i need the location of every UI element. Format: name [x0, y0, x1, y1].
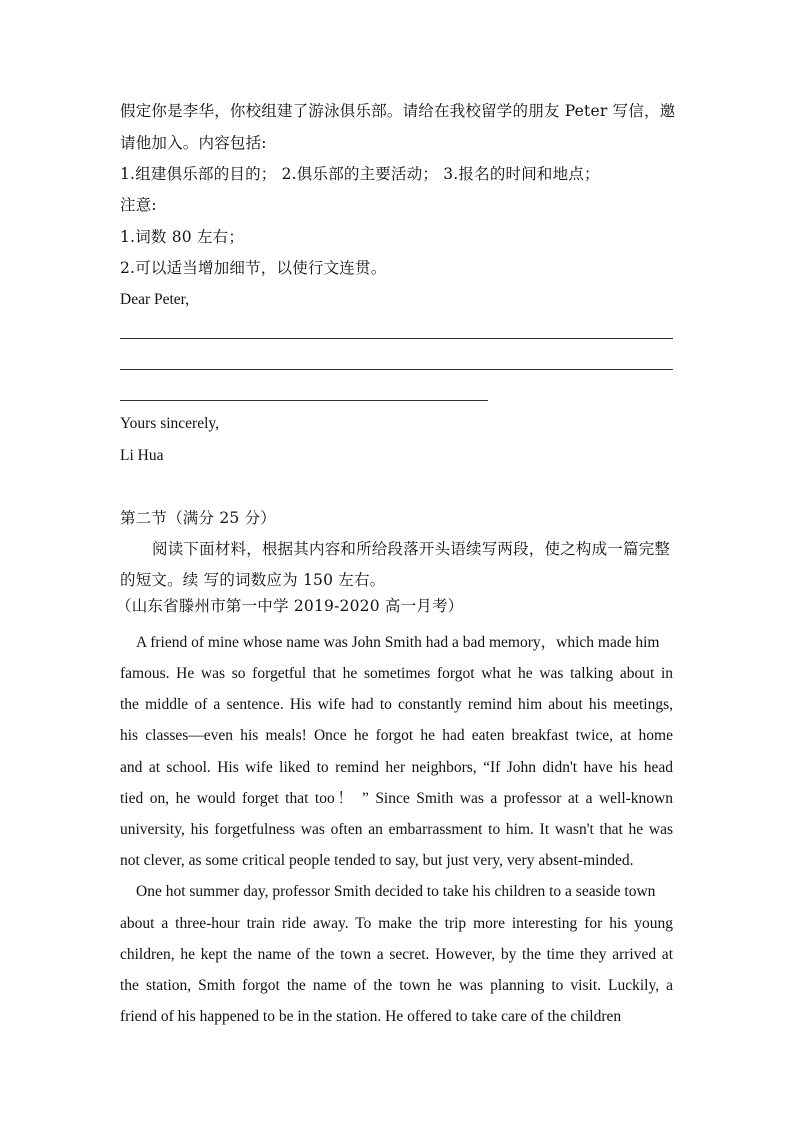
instruction-line-2: 的短文。续 写的词数应为 150 左右。: [120, 571, 386, 589]
passage-line: the station, Smith forgot the name of the town he was planning to visit. Luckily, a: [120, 977, 673, 994]
note-details: 2.可以适当增加细节，以使行文连贯。: [120, 259, 387, 277]
answer-line-2: [120, 369, 673, 370]
letter-salutation: Dear Peter,: [120, 291, 190, 308]
passage-line: A friend of mine whose name was John Smith had a bad memory，which made him: [136, 634, 660, 651]
passage-line: and at school. His wife liked to remind her neighbors, “If John didn't have his head: [120, 759, 673, 776]
passage-line: One hot summer day, professor Smith decided to take his children to a seaside town: [136, 883, 656, 900]
note-word-count: 1.词数 80 左右；: [120, 228, 245, 246]
passage-line: about a three-hour train ride away. To make the trip more interesting for his young: [120, 915, 673, 932]
letter-signature: Li Hua: [120, 447, 164, 464]
passage-line: famous. He was so forgetful that he sometimes forgot what he was talking about in: [120, 665, 673, 682]
instruction-line-1: 阅读下面材料，根据其内容和所给段落开头语续写两段，使之构成一篇完整: [152, 540, 671, 558]
answer-line-1: [120, 338, 673, 339]
letter-closing: Yours sincerely,: [120, 415, 220, 432]
source-note: （山东省滕州市第一中学 2019-2020 高一月考）: [116, 597, 464, 615]
content-points: 1.组建俱乐部的目的； 2.俱乐部的主要活动； 3.报名的时间和地点；: [120, 165, 600, 183]
passage-line: university, his forgetfulness was often an embarrassment to him. It wasn't that he was: [120, 821, 673, 838]
task-prompt-line-2: 请他加入。内容包括:: [120, 134, 267, 152]
passage-line: children, he kept the name of the town a secret. However, by the time they arrived at: [120, 946, 673, 963]
passage-line: tied on, he would forget that too！ ” Since Smith was a professor at a well-known: [120, 790, 673, 807]
passage-line: not clever, as some critical people tended to say, but just very, very absent-minded.: [120, 852, 634, 869]
passage-line: his classes—even his meals! Once he forgot he had eaten breakfast twice, at home: [120, 727, 673, 744]
section-title: 第二节（满分 25 分）: [120, 509, 276, 527]
passage-line: friend of his happened to be in the station. He offered to take care of the children: [120, 1008, 622, 1025]
task-prompt-line-1: 假定你是李华，你校组建了游泳俱乐部。请给在我校留学的朋友 Peter 写信，邀: [120, 102, 676, 120]
answer-line-3: [120, 400, 488, 401]
note-label: 注意:: [120, 196, 157, 214]
passage-line: the middle of a sentence. His wife had to constantly remind him about his meetings,: [120, 696, 673, 713]
